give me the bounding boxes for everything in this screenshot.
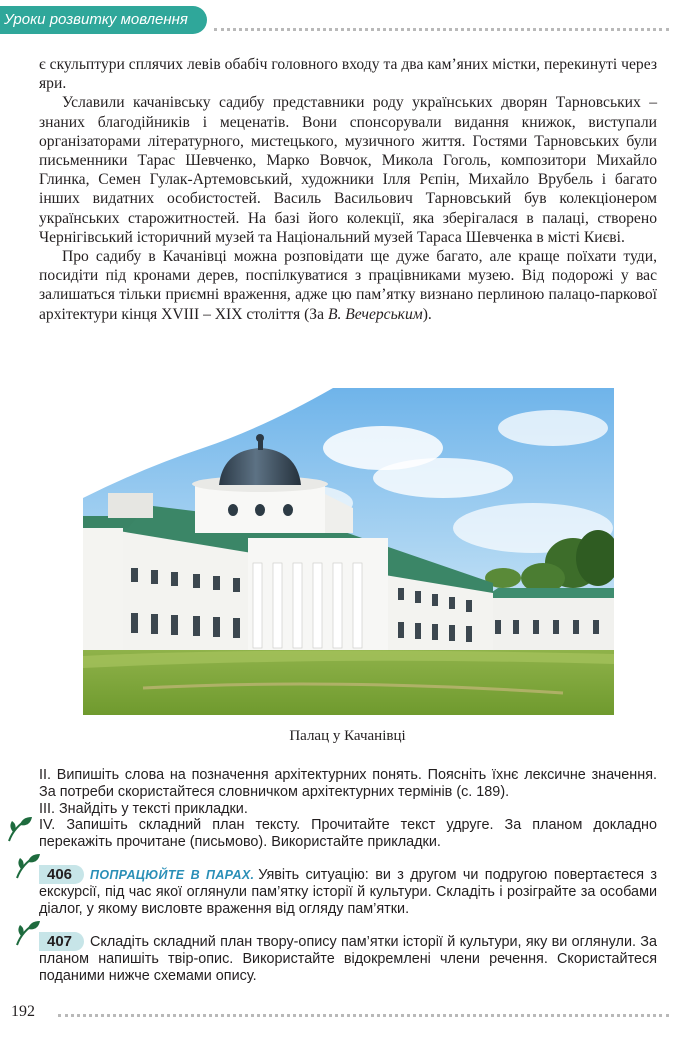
page-number: 192: [11, 1003, 35, 1020]
section-title-tab: [0, 6, 207, 34]
paragraph-3-end: ).: [422, 305, 432, 323]
exercise-number-badge: 406: [39, 865, 84, 884]
paragraph-2: Уславили качанівську садибу представники роду українських дворян Тарновських – знаних благодійників і меценатів. Вони спонсорували видання книжок, виступали організаторами літературного, мистецького, музичного життя. Гостями Тарновських були письменники Тарас Шевченко, Марко Вовчок, Микола Гоголь, композитори Михайло Глинка, Семен Гулак-Артемовський, художники Ілля Рєпін, Михайло Врубель і багато інших видатних особистостей. Василь Васильович Тарновський був колекціонером українських старожитностей. На базі його колекції, яка зберігалася в палаці, створено Чернігівський історичний музей та Національний музей Тараса Шевченка в місті Києві.: [39, 94, 657, 246]
task-list: [39, 767, 657, 851]
work-in-pairs-label: ПОПРАЦЮЙТЕ В ПАРАХ.: [90, 868, 255, 882]
exercise-407-text: Складіть складний план твору-опису пам’ятки історії й культури, яку ви оглянули. За планом напишіть твір-опис. Використайте відокремлені члени речення. Скористайтеся поданими нижче схемами опису.: [39, 934, 657, 984]
exercise-407: [39, 932, 657, 985]
task-4: IV. Запишіть складний план тексту. Прочитайте текст удруге. За планом докладно перекажіть прочитане (письмово). Використайте прикладки.: [39, 817, 657, 851]
footer-dotted-rule: [58, 1014, 669, 1017]
paragraph-1: є скульптури сплячих левів обабіч головного входу та два кам’яних містки, перекинуті через яри.: [39, 56, 657, 93]
header-dotted-rule: [214, 28, 669, 31]
task-3: III. Знайдіть у тексті прикладки.: [39, 800, 248, 817]
author-name: В. Вечерським: [327, 305, 423, 323]
section-title: Уроки розвитку мовлення: [4, 11, 188, 28]
task-2: II. Випишіть слова на позначення архітектурних понять. Поясніть їхнє лексичне значення. За потреби скористайтеся словничком архітектурних термінів (с. 189).: [39, 767, 657, 800]
leaf-icon: [6, 815, 36, 843]
palace-photo: [83, 388, 614, 715]
exercise-406: [39, 865, 657, 918]
reading-text: [39, 55, 657, 324]
paragraph-3: [39, 247, 657, 324]
exercise-406-text: Уявіть ситуацію: ви з другом чи подругою повертаєтеся з екскурсії, під час якої оглянули пам’ятку історії й культури. Складіть і розіграйте за особами діалог, у якому висловте враження від огляду пам’ятки.: [39, 867, 657, 917]
exercise-number-badge: 407: [39, 932, 84, 951]
photo-caption: Палац у Качанівці: [289, 728, 406, 744]
paragraph-3-main: Про садибу в Качанівці можна розповідати ще дуже багато, але краще поїхати туди, посидіти під кронами дерев, поспілкуватися з працівниками музею. Від подорожі у вас залишаться тільки приємні враження, адже цю пам’ятку визнано перлиною палацо-паркової архітектури кінця XVIII – XIX століття (За: [39, 248, 657, 323]
